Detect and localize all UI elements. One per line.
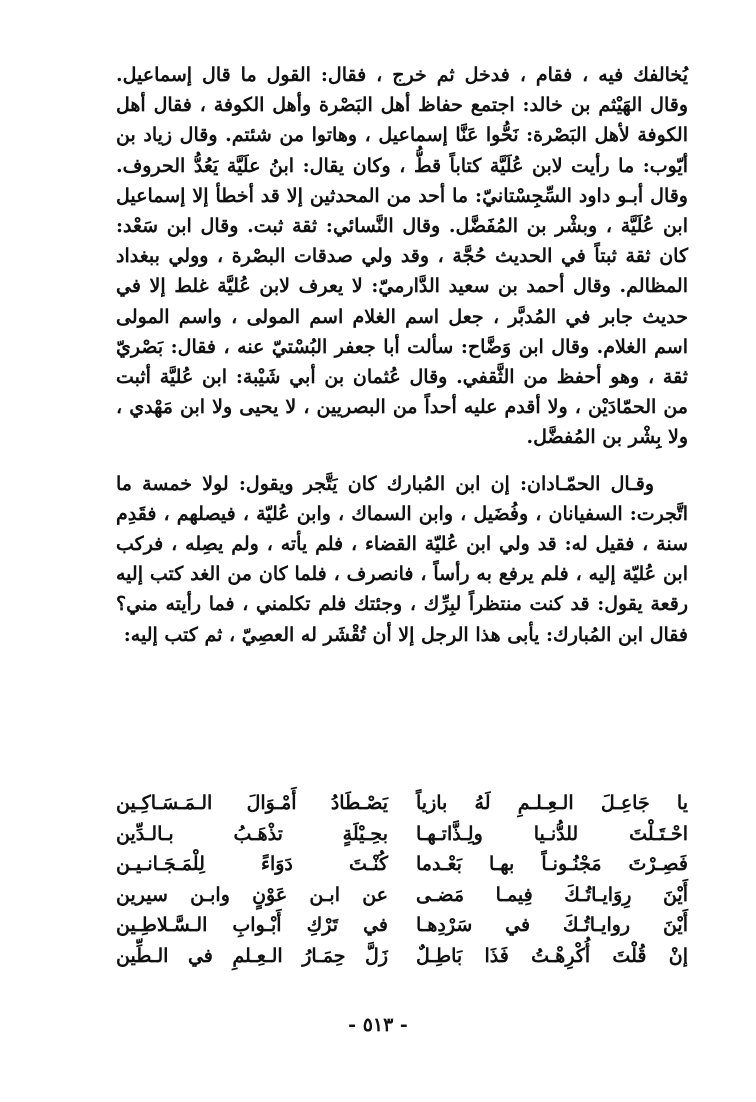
verse-second-hemistich: كُنْـتَ دَوَاءً لِلْمَـجَـانـيـن	[116, 853, 388, 876]
page-number: - ٥١٣ -	[348, 1014, 408, 1036]
paragraph-gap	[116, 453, 688, 469]
verse-first-hemistich: أَيْنَ رِوَايـاتُـكَ فِيمـا مَضـى	[416, 883, 688, 906]
paragraph-anecdote: وقـال الحمّـادان: إن ابن المُبارك كان يَتَّجر ويقول: لولا خمسة ما اتَّجرت: السفيانان ، وفُضَيل ، وابن السماك ، وابن عُليّة ، فيصلهم ، فقَدِم سنة ، فقيل له: قد ولي ابن عُليّة القضاء ، فلم يأته ، ولم يصِله ، فركب ابن عُليّة إليه ، فلم يرفع به رأساً ، فانصرف ، فلما كان من الغد كتب إليه رقعة يقول: قد كنت منتظراً لبِرِّك ، وجئتك فلم تكلمني ، فما رأيته مني؟ فقال ابن المُبارك: يأبى هذا الرجل إلا أن تُقْشَر له العصِيّ ، ثم كتب إليه:	[116, 472, 688, 646]
verse-second-hemistich: زَلَّ حِمَـارُ الـعِـلمِ في الـطِّين	[116, 944, 388, 967]
verse-second-hemistich: يَصْـطَادُ أَمْـوَالَ الـمَـسَـاكِـين	[116, 792, 388, 815]
verse-second-hemistich: بحِـيْلَةٍ تذْهَـبُ بـالـدِّين	[116, 822, 388, 845]
verse-first-hemistich: أَيْنَ روايـاتُـكَ في سَرْدِهـا	[416, 914, 688, 937]
verse-first-hemistich: احْـتَـلْتَ للدُّنـيا ولِـذَّاتـهـا	[416, 822, 688, 845]
poem	[116, 788, 688, 971]
poem-verse	[116, 941, 688, 972]
poem-verse	[116, 910, 688, 941]
body-text	[116, 60, 688, 650]
poem-verse	[116, 788, 688, 819]
verse-second-hemistich: في تَرْكِ أَبْـوابِ الـسَّـلاطِـين	[116, 914, 388, 937]
verse-first-hemistich: فَصِـرْتَ مَجْنُـونـاً بهـا بَعْـدما	[416, 853, 688, 876]
verse-first-hemistich: يا جَاعِـلَ الـعِـلـمِ لَهُ بازياً	[416, 792, 688, 815]
poem-verse	[116, 819, 688, 850]
paragraph-biography: يُخالفك فيه ، فقام ، فدخل ثم خرج ، فقال: القول ما قال إسماعيل. وقال الهَيْثم بن خالد: اجتمع حفاظ أهل البَصْرة وأهل الكوفة ، فقال أهل الكوفة لأهل البَصْرة: نَحُّوا عَنَّا إسماعيل ، وهاتوا من شئتم. وقال زياد بن أيّوب: ما رأيت لابن عُلَيَّة كتاباً قطُّ ، وكان يقال: ابنُ علَيَّة يَعُدُّ الحروف. وقال أبـو داود السِّجِسْتانيّ: ما أحد من المحدثين إلا قد أخطأ إلا إسماعيل ابن عُلَيَّة ، وبشْر بن المُفَضَّل. وقال النَّسائي: ثقة ثبت. وقال ابن سَعْد: كان ثقة ثبتاً في الحديث حُجَّة ، وقد ولي صدقات البصْرة ، وولي ببغداد المظالم. وقال أحمد بن سعيد الدَّارميّ: لا يعرف لابن عُليَّة غلط إلا في حديث جابر في المُدبَّر ، جعل اسم الغلام اسم المولى ، واسم المولى اسم الغلام. وقال ابن وَضَّاح: سألت أبا جعفر البُسْتيّ عنه ، فقال: بَصْريّ ثقة ، وهو أحفظ من الثَّقفي. وقال عُثمان بن أبي شَيْبة: ابن عُليَّة أثبت من الحمّادَيْن ، ولا أقدم عليه أحداً من البصريين ، لا يحيى ولا ابن مَهْدي ، ولا بِشْر بن المُفضَّل.	[116, 64, 688, 449]
verse-second-hemistich: عن ابـن عَوْنٍ وابـن سيرين	[116, 883, 388, 906]
poem-verse	[116, 849, 688, 880]
verse-first-hemistich: إنْ قُلْتَ أُكْرِهْـتُ فَذَا بَاطِـلٌ	[416, 944, 688, 967]
poem-verse	[116, 880, 688, 911]
